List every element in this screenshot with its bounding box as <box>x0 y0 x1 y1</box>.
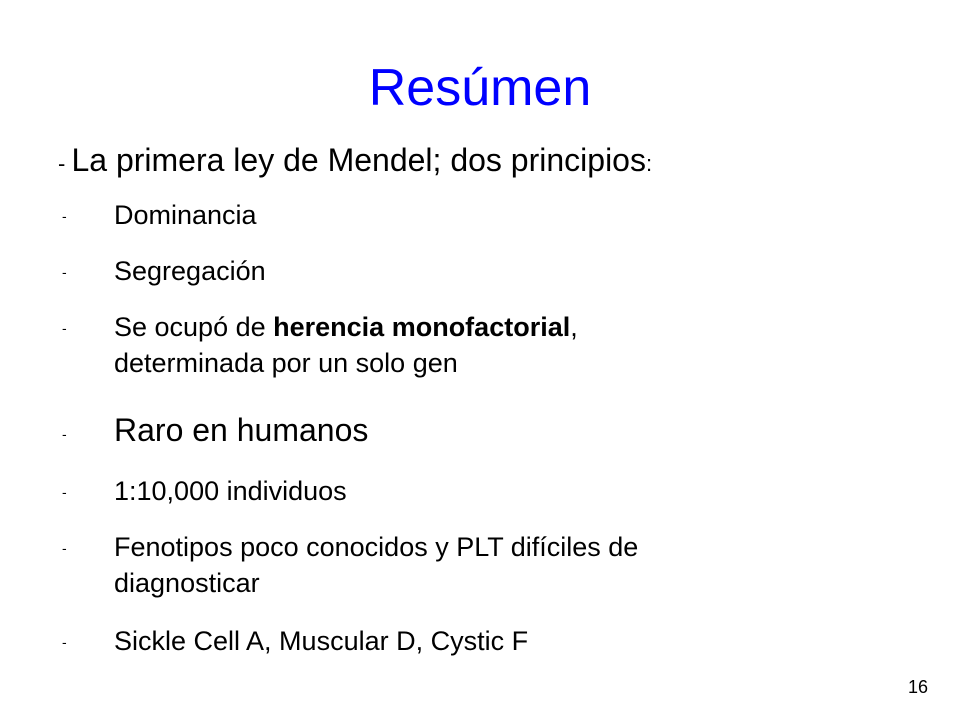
bullet-text: Segregación <box>114 256 266 286</box>
bullet-dash: - <box>62 634 67 650</box>
bullet-text: Sickle Cell A, Muscular D, Cystic F <box>114 626 529 656</box>
bullet-dash: - <box>62 320 67 336</box>
bullet-text: Fenotipos poco conocidos y PLT difíciles de <box>114 532 639 562</box>
bullet-text: Raro en humanos <box>114 412 369 448</box>
subtitle-dash: - <box>58 151 72 176</box>
bullet-text: Dominancia <box>114 200 257 230</box>
bullet-dash: - <box>62 264 67 280</box>
bullet-text-pre: Se ocupó de <box>114 312 274 342</box>
bullet-text-post: , <box>570 312 578 342</box>
bullet-text-bold: herencia monofactorial <box>273 312 571 342</box>
bullet-dash: - <box>62 484 67 500</box>
page-number: 16 <box>907 677 928 697</box>
subtitle-text: La primera ley de Mendel; dos principios <box>71 142 646 178</box>
bullet-dash: - <box>62 540 67 556</box>
bullet-text-continuation: diagnosticar <box>114 568 260 598</box>
bullet-text <box>114 310 894 344</box>
slide-title: Resúmen <box>368 59 592 117</box>
bullet-dash: - <box>62 426 67 442</box>
slide-subtitle <box>58 140 652 184</box>
bullet-dash: - <box>62 208 67 224</box>
bullet-text: 1:10,000 individuos <box>114 476 347 506</box>
subtitle-trail: : <box>645 151 653 176</box>
bullet-text-continuation: determinada por un solo gen <box>114 348 458 378</box>
